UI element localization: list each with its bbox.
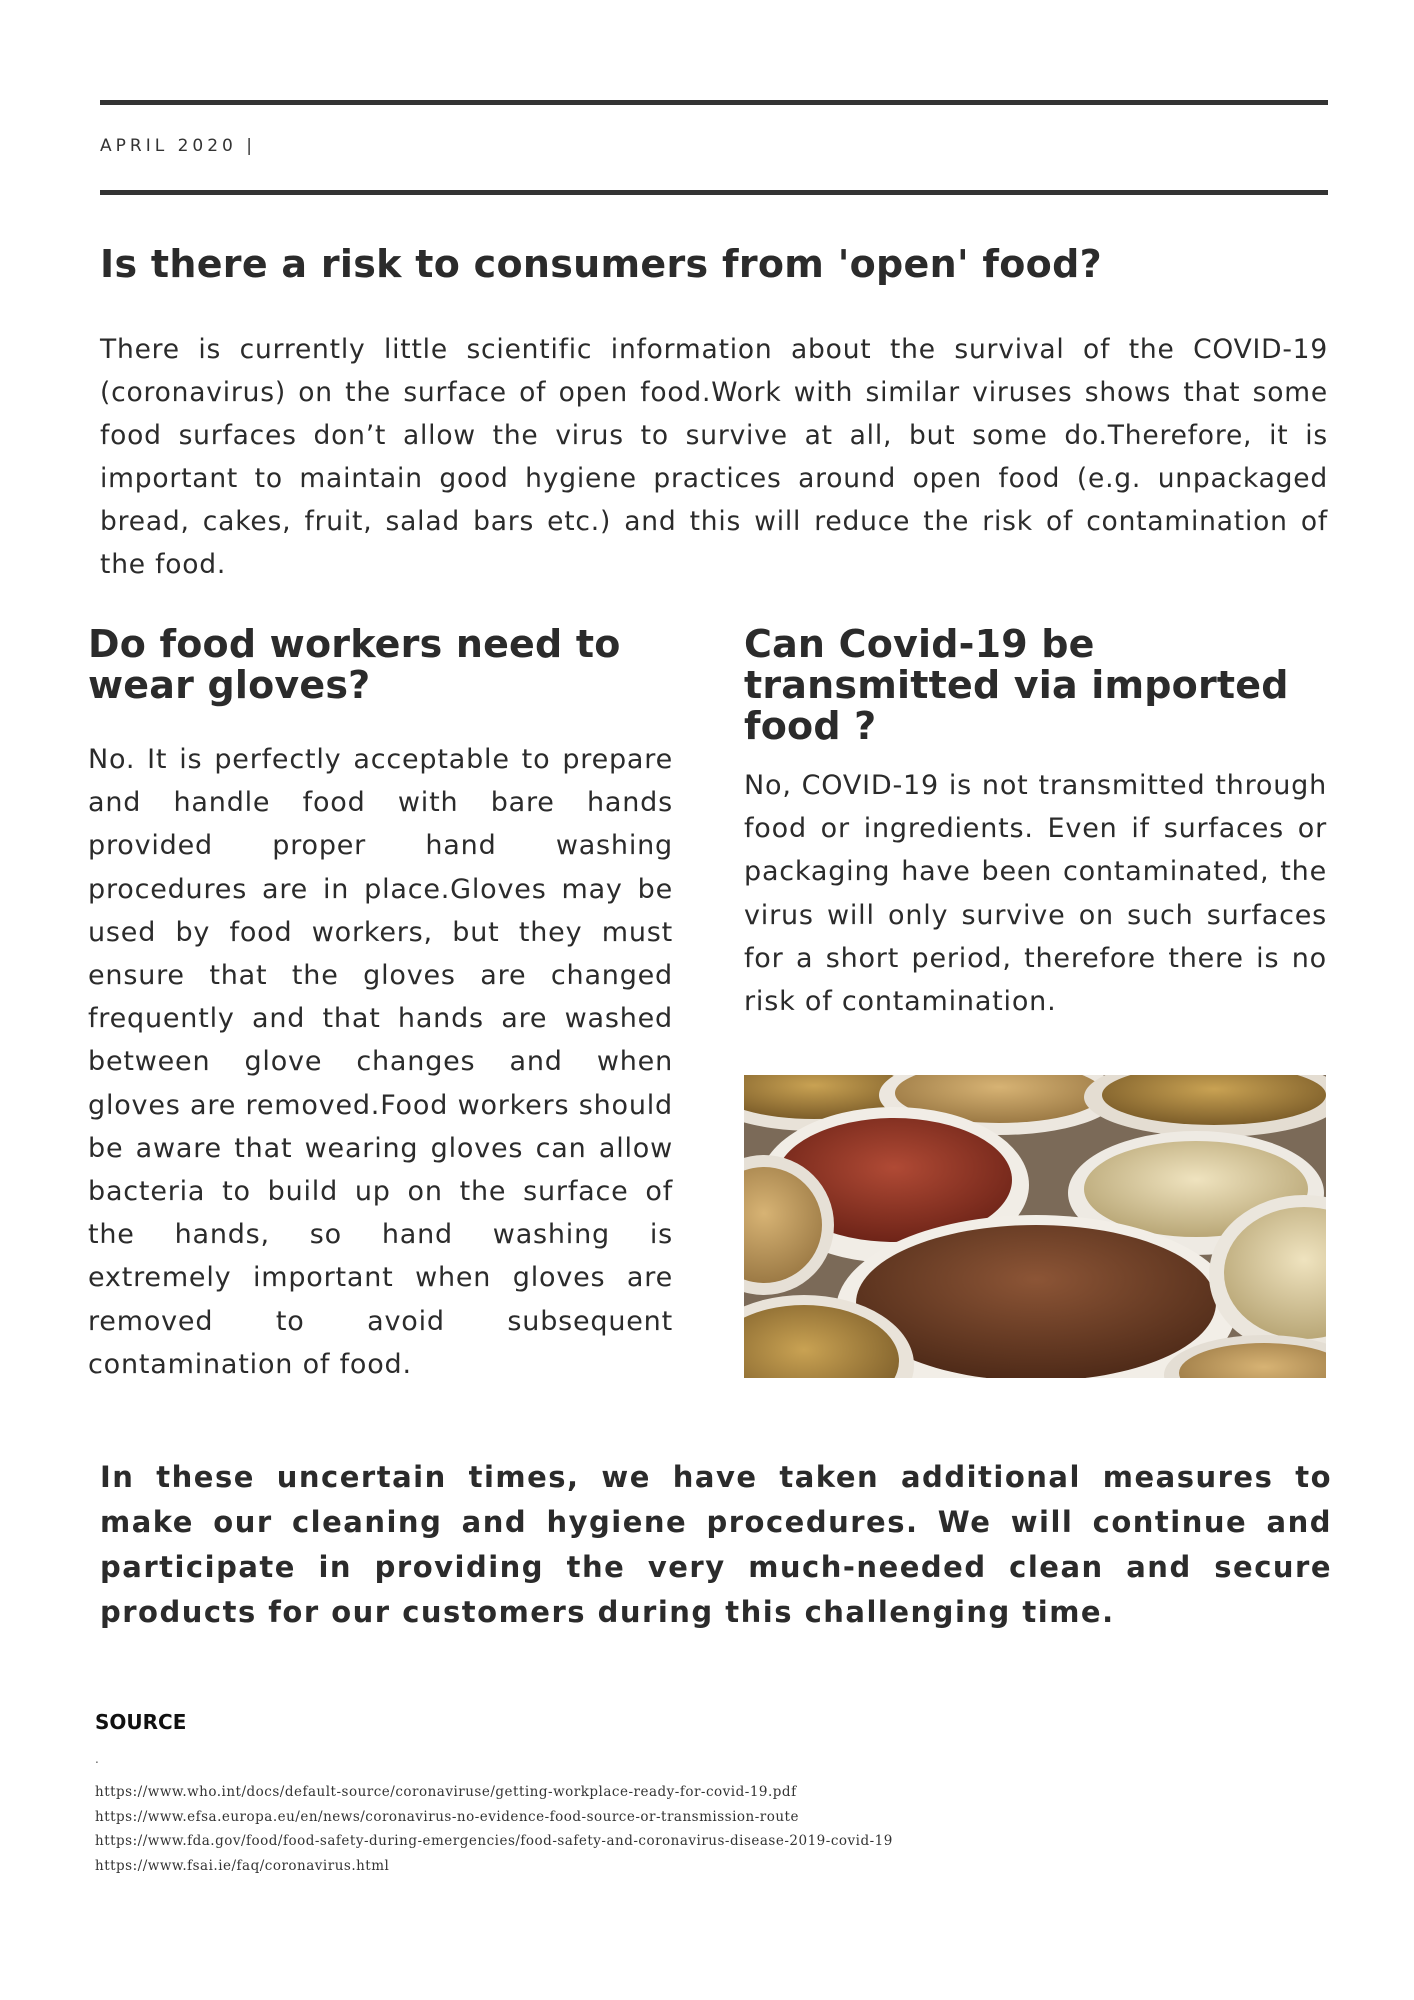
gloves-heading: Do food workers need to wear gloves? <box>88 622 621 707</box>
issue-date: APRIL 2020 | <box>100 136 256 156</box>
source-link[interactable]: https://www.fsai.ie/faq/coronavirus.html <box>95 1857 390 1874</box>
header-bottom-rule <box>100 190 1328 195</box>
source-link[interactable]: https://www.efsa.europa.eu/en/news/coronavirus-no-evidence-food-source-or-transmission-route <box>95 1808 799 1825</box>
source-heading: SOURCE <box>95 1710 187 1734</box>
header-top-rule <box>100 100 1328 105</box>
page-title: Is there a risk to consumers from 'open' food? <box>100 242 1102 286</box>
source-link[interactable]: https://www.who.int/docs/default-source/coronaviruse/getting-workplace-ready-for-covid-19.pdf <box>95 1784 797 1800</box>
imported-food-heading: Can Covid-19 be transmitted via imported food ? <box>744 622 1289 748</box>
closing-statement: In these uncertain times, we have taken additional measures to make our cleaning and hygiene procedures. We will continue and participate in providing the very much-needed clean and secure products for our customers during this challenging time. <box>100 1460 1332 1629</box>
intro-paragraph: There is currently little scientific information about the survival of the COVID-19 (coronavirus) on the surface of open food.Work with similar viruses shows that some food surfaces don’t allow the virus to survive at all, but some do.Therefore, it is important to maintain good hygiene practices around open food (e.g. unpackaged bread, cakes, fruit, salad bars etc.) and this will reduce the risk of contamination of the food. <box>100 334 1328 580</box>
source-link[interactable]: https://www.fda.gov/food/food-safety-during-emergencies/food-safety-and-coronavirus-disease-2019-covid-19 <box>95 1833 893 1849</box>
source-dot: . <box>95 1752 99 1766</box>
imported-food-paragraph: No, COVID-19 is not transmitted through food or ingredients. Even if surfaces or packaging have been contaminated, the virus will only survive on such surfaces for a short period, therefore there is no risk of contamination. <box>744 770 1327 1018</box>
gloves-paragraph: No. It is perfectly acceptable to prepare and handle food with bare hands provided proper hand washing procedures are in place.Gloves may be used by food workers, but they must ensure that the gloves are changed frequently and that hands are washed between glove changes and when gloves are removed.Food workers should be aware that wearing gloves can allow bacteria to build up on the surface of the hands, so hand washing is extremely important when gloves are removed to avoid subsequent contamination of food. <box>88 744 673 1380</box>
grain-sacks-illustration <box>744 1075 1326 1378</box>
grain-sacks-photo <box>744 1075 1326 1378</box>
source-list <box>95 1780 893 1878</box>
